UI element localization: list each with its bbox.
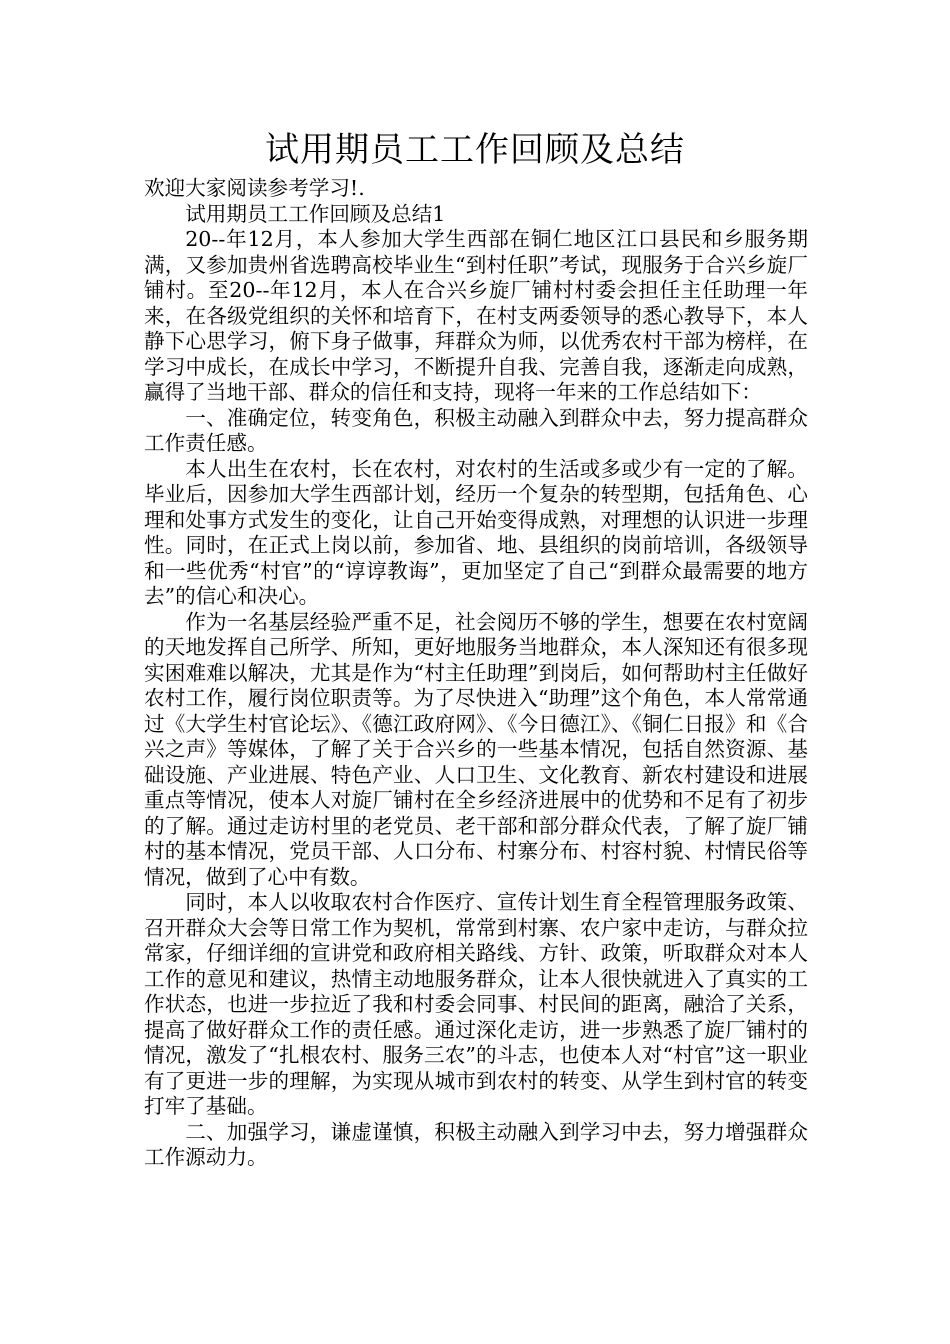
paragraph: 20--年12月，本人参加大学生西部在铜仁地区江口县民和乡服务期满，又参加贵州省选聘高校毕业生“到村任职”考试，现服务于合兴乡旋厂铺村。至20--年12月，本人在合兴乡旋厂铺村村委会担任主任助理一年来，在各级党组织的关怀和培育下，在村支两委领导的悉心教导下，本人静下心思学习，俯下身子做事，拜群众为师，以优秀农村干部为榜样，在学习中成长，在成长中学习，不断提升自我、完善自我，逐渐走向成熟，赢得了当地干部、群众的信任和支持，现将一年来的工作总结如下： bbox=[144, 227, 808, 404]
document-title: 试用期员工工作回顾及总结 bbox=[265, 130, 685, 170]
section-heading: 二、加强学习，谦虚谨慎，积极主动融入到学习中去，努力增强群众工作源动力。 bbox=[144, 1119, 808, 1169]
subtitle-line: 试用期员工工作回顾及总结1 bbox=[185, 201, 446, 226]
section-heading: 一、准确定位，转变角色，积极主动融入到群众中去，努力提高群众工作责任感。 bbox=[144, 405, 808, 455]
intro-line: 欢迎大家阅读参考学习!. bbox=[144, 176, 365, 200]
paragraph: 本人出生在农村，长在农村，对农村的生活或多或少有一定的了解。毕业后，因参加大学生西部计划，经历一个复杂的转型期，包括角色、心理和处事方式发生的变化，让自己开始变得成熟，对理想的认识进一步理性。同时，在正式上岗以前，参加省、地、县组织的岗前培训，各级领导和一些优秀“村官”的“谆谆教诲”，更加坚定了自己“到群众最需要的地方去”的信心和决心。 bbox=[144, 456, 808, 608]
paragraph: 同时，本人以收取农村合作医疗、宣传计划生育全程管理服务政策、召开群众大会等日常工作为契机，常常到村寨、农户家中走访，与群众拉常家，仔细详细的宣讲党和政府相关路线、方针、政策，听取群众对本人工作的意见和建议，热情主动地服务群众，让本人很快就进入了真实的工作状态，也进一步拉近了我和村委会同事、村民间的距离，融洽了关系，提高了做好群众工作的责任感。通过深化走访，进一步熟悉了旋厂铺村的情况，激发了“扎根农村、服务三农”的斗志，也使本人对“村官”这一职业有了更进一步的理解，为实现从城市到农村的转变、从学生到村官的转变打牢了基础。 bbox=[144, 890, 808, 1118]
document-body bbox=[144, 176, 808, 1171]
paragraph: 作为一名基层经验严重不足，社会阅历不够的学生，想要在农村宽阔的天地发挥自己所学、所知，更好地服务当地群众，本人深知还有很多现实困难难以解决，尤其是作为“村主任助理”到岗后，如何帮助村主任做好农村工作，履行岗位职责等。为了尽快进入“助理”这个角色，本人常常通过《大学生村官论坛》、《德江政府网》、《今日德江》、《铜仁日报》和《合兴之声》等媒体，了解了关于合兴乡的一些基本情况，包括自然资源、基础设施、产业进展、特色产业、人口卫生、文化教育、新农村建设和进展重点等情况，使本人对旋厂铺村在全乡经济进展中的优势和不足有了初步的了解。通过走访村里的老党员、老干部和部分群众代表，了解了旋厂铺村的基本情况，党员干部、人口分布、村寨分布、村容村貌、村情民俗等情况，做到了心中有数。 bbox=[144, 609, 808, 889]
